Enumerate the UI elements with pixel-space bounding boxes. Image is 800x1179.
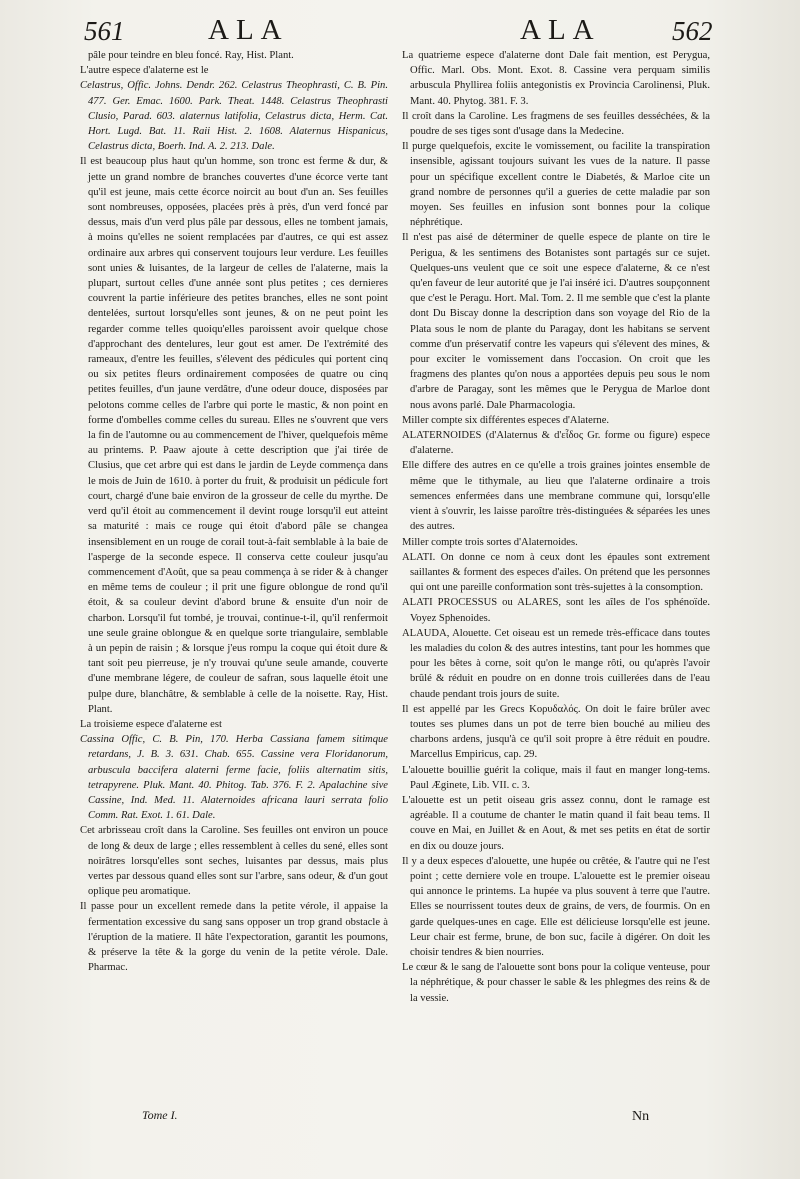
paragraph: Il purge quelquefois, excite le vomissement, ou facilite la transpiration insensible, agissant toujours suivant les vues de la nature. Il passe pour un spécifique excellent contre le Diabetés, & Marloe cite un grand nombre de personnes qu'il a gueries de cette maladie par son moyen. Ses feuilles en infusion sont bonnes pour la colique néphrétique. — [402, 141, 710, 229]
paragraph: Il croît dans la Caroline. Les fragmens de ses feuilles desséchées, & la poudre de ses tiges sont d'usage dans la Medecine. — [402, 110, 710, 138]
signature-mark: Nn — [632, 1109, 650, 1124]
paragraph: Il n'est pas aisé de déterminer de quelle espece de plante on tire le Perigua, & les sentimens des Botanistes sont partagés sur ce sujet. Quelques-uns veulent que ce soit une espece d'alaterne, & ce n'est qu'en faveur de leur autorité que je l'ai inséré ici. D'autres soupçonnent que c'est le Peragu. Hort. Mal. Tom. 2. Il me semble que c'est la plante dont Du Biscay donne la description dans son voyage del Rio de la Plata sous le nom de plante du Paragay, dont les habitans se servent comme d'un préservatif contre les vapeurs qui s'élevent des mines, & pour exciter le vomissement dans l'occasion. On croit que les fragmens des plantes qu'on nous a apportées depuis peu sous le nom d'arbre de Paragay, sont les mêmes que le Perygua de Marloe dont nous avons parlé. Dale Pharmacologia. — [402, 232, 710, 411]
paragraph: L'autre espece d'alaterne est le — [80, 65, 209, 77]
paragraph: pâle pour teindre en bleu foncé. Ray, Hist. Plant. — [88, 50, 294, 61]
paragraph: Cet arbrisseau croît dans la Caroline. Ses feuilles ont environ un pouce de long & deux de large ; elles ressemblent à celles du sené, elles sont noirâtres lorsqu'elles sont seches, luisantes par dessus, mais plus vertes par dessous quand elles sont sur l'arbre, sans odeur, & d'un gout oplique peu aromatique. — [80, 825, 388, 898]
entry-heading-paragraph: ALATERNOIDES (d'Alaternus & d'εἶδος Gr. forme ou figure) espece d'alaterne. — [402, 430, 710, 457]
paragraph: Il passe pour un excellent remede dans la petite vérole, il appaise la fermentation excessive du sang sans opposer un trop grand obstacle à l'éruption de la matiere. Il hâte l'expectoration, garantit les poumons, & préserve la tête & la gorge du venin de la petite vérole. Dale. Pharmac. — [80, 901, 388, 974]
left-running-head: ALA — [208, 14, 289, 46]
entry-heading-paragraph: ALATI. On donne ce nom à ceux dont les épaules sont extrement saillantes & forment des especes d'ailes. On prétend que les personnes qui ont une pareille conformation sont très-sujettes à la consomption. — [402, 551, 710, 594]
paragraph: La quatrieme espece d'alaterne dont Dale fait mention, est Perygua, Offic. Marl. Obs. Mont. Exot. 8. Cassine vera perquam similis arbuscula Phyllirea foliis antegonistis ex Provincia Carolinensi, Pluk. Mant. 40. Phytog. 381. F. 3. — [402, 50, 710, 107]
paragraph: Miller compte six différentes especes d'Alaterne. — [402, 414, 610, 426]
volume-footer: Tome I. — [142, 1108, 178, 1122]
left-text-column — [80, 48, 388, 975]
paragraph: Elle differe des autres en ce qu'elle a trois graines jointes ensemble de même que le tithymale, au lieu que l'alaterne ordinaire a trois semences enfermées dans une membrane commune qui, lorsqu'elle vient à s'ouvrir, les laisse paroître très-distinguées & séparées les unes des autres. — [402, 460, 710, 533]
paragraph: L'alouette bouillie guérit la colique, mais il faut en manger long-tems. Paul Æginete, Lib. VII. c. 3. — [402, 764, 710, 791]
paragraph: Il est beaucoup plus haut qu'un homme, son tronc est ferme & dur, & jette un grand nombre de branches couvertes d'une écorce verte tant qu'il est jeune, mais cette écorce noircit au bout d'un an. Ses feuilles sont nombreuses, opposées, placées près à près, d'un verd foncé par dessus, mais d'un verd plus pâle par dessous, elles ne tombent jamais, à moins qu'elles ne soient remplacées par d'autres, ce qui est assez ordinaire aux arbres qui conservent toujours leur verdure. Les feuilles sont unies & luisantes, de la largeur de celles de l'alaterne, mais la plupart, surtout celles d'une année sont plus petites ; ces dernieres couvrent la partie inférieure des petites branches, elles ne sont point dentelées, surtout lorsqu'elles sont jeunes, & on ne peut point les regarder comme telles quoiqu'elles paroissent avoir quelque chose d'approchant des dentelures, leur gout est amer. De l'extrémité des rameaux, d'entre les feuilles, s'élevent des pédicules qui portent cinq ou six petites fleurs ordinairement composées de quatre ou cinq petites feuilles, d'un jaune verdâtre, d'une odeur douce, disposées par pelotons comme celles de l'arbre qui porte le mastic, & non point en forme d'ombelles comme celles du sureau. Elles ne s'ouvrent que vers la fin de l'automne ou au commencement de l'hiver, quelquefois même au printems. P. Paaw ajoute à cette description que j'ai tirée de Clusius, que cet arbre qui est dans le jardin de Leyde commença dans le mois de Juin de 1610. à porter du fruit, & produisit un pédicule fort court, chargé d'une baie environ de la grosseur de celle du myrthe. De verd qu'il étoit au commencement il devint rouge lorsqu'il eut atteint sa maturité : mais ce rouge qui étoit d'abord pâle se changea insensiblement en un rouge de corail tout-à-fait semblable à la baie de l'asperge de la seconde espece. Il conserva cette couleur jusqu'au commencement d'Août, que sa peau commença à se rider & à changer en même tems de couleur ; il prit une figure oblongue de rond qu'il étoit, & sa couleur devint d'abord brune & ensuite d'un noir de charbon. Lorsqu'il fut tombé, je trouvai, continue-t-il, qu'il renfermoit une seule graine oblongue & en quelque sorte triangulaire, semblable à un pepin de raisin ; & lorsque j'eus rompu la coque qui étoit dure & tant soit peu pierreuse, je n'y trouvai qu'une seule amande, couverte d'une membrane légere, de couleur de safran, sous laquelle étoit une pulpe dure, blanchâtre, & semblable à celle de la noisette. Ray, Hist. Plant. — [80, 156, 388, 715]
citation-paragraph: Cassina Offic, C. B. Pin, 170. Herba Cassiana famem sitimque retardans, J. B. 3. 631. Chab. 655. Cassine vera Floridanorum, arbuscula baccifera alaterni ferme facie, foliis alternatim sitis, tetrapyrene. Pluk. Mant. 40. Phitog. Tab. 376. F. 2. Apalachine sive Cassine, Ind. Med. 11. Alaternoides africana lauri serrata folio Comm. Rat. Exot. 1. 61. Dale. — [80, 734, 388, 822]
paragraph: L'alouette est un petit oiseau gris assez connu, dont le ramage est agréable. Il a coutume de chanter le matin quand il fait beau tems. Il couve en Mai, en Juillet & en Aout, & met ses petits en état de sortir en dix ou douze jours. — [402, 794, 710, 852]
citation-paragraph: Celastrus, Offic. Johns. Dendr. 262. Celastrus Theophrasti, C. B. Pin. 477. Ger. Emac. 1600. Park. Theat. 1448. Celastrus Theophrasti Clusio, Parad. 603. alaternus latifolia, Celastrus dicta, Herm. Cat. Hort. Lugd. Bat. 11. Raii Hist. 2. 1608. Alaternus Hispanicus, Celastrus dicta, Boerh. Ind. A. 2. 213. Dale. — [80, 80, 388, 153]
paragraph: Miller compte trois sortes d'Alaternoides. — [402, 536, 578, 548]
paragraph: Il y a deux especes d'alouette, une hupée ou crêtée, & l'autre qui ne l'est point ; cette derniere vole en troupe. L'alouette est le premier oiseau qui annonce le printems. La hupée va plus souvent à terre que l'autre. Elles se nourrissent toutes deux de grains, de vers, de fourmis. On en garde quelques-unes en cage. Elle est délicieuse lorsqu'elle est jeune. Leur chair est ferme, brune, de bon suc, facile à digérer. On doit les choisir tendres & bien nourries. — [402, 855, 710, 958]
entry-heading-paragraph: ALATI PROCESSUS ou ALARES, sont les aîles de l'os sphénoïde. Voyez Sphenoides. — [402, 597, 710, 624]
left-page-number: 561 — [84, 16, 125, 46]
entry-heading-paragraph: ALAUDA, Alouette. Cet oiseau est un remede très-efficace dans toutes les maladies du colon & des autres intestins, tant pour les hommes que pour les bêtes à corne, soit qu'on le mange rôti, ou qu'après l'avoir brûlé & réduit en poudre on en donne trois cuillerées dans de l'eau chaude pendant trois jours de suite. — [402, 627, 710, 700]
paragraph: La troisieme espece d'alaterne est — [80, 718, 222, 730]
right-running-head: ALA — [520, 14, 601, 46]
paragraph: Il est appellé par les Grecs Κορυδαλός. On doit le faire brûler avec toutes ses plumes dans un pot de terre bien bouché au milieu des charbons ardens, jusqu'à ce qu'il soit propre à être réduit en poudre. Marcellus Empiricus, cap. 29. — [402, 703, 710, 761]
right-text-column — [402, 48, 710, 1006]
right-page-number: 562 — [672, 16, 713, 46]
paragraph: Le cœur & le sang de l'alouette sont bons pour la colique venteuse, pour la néphrétique, & pour chasser le sable & les phlegmes des reins & de la vessie. — [402, 962, 710, 1004]
